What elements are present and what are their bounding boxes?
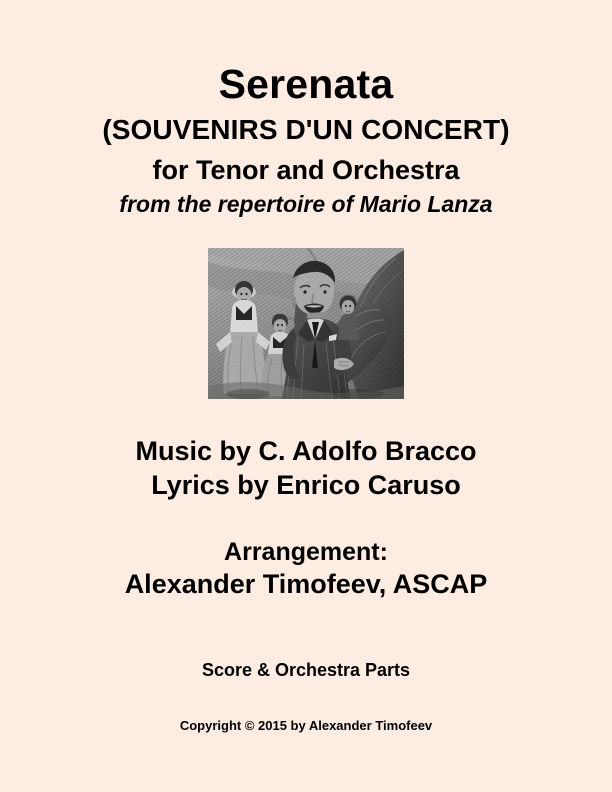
arrangement-block (0, 537, 612, 602)
credits-block (0, 435, 612, 501)
cover-photo-illustration (208, 248, 404, 399)
contents-line: Score & Orchestra Parts (201, 659, 411, 680)
repertoire-line: from the repertoire of Mario Lanza (119, 190, 493, 217)
title-block (0, 0, 612, 217)
instrumentation-line: for Tenor and Orchestra (152, 155, 460, 186)
arrangement-label: Arrangement: (224, 537, 388, 566)
arranger-name: Alexander Timofeev, ASCAP (124, 569, 488, 599)
cover-photo (208, 248, 404, 399)
page-title: Serenata (218, 61, 394, 107)
music-credit: Music by C. Adolfo Bracco (135, 436, 477, 467)
copyright-notice: Copyright © 2015 by Alexander Timofeev (179, 717, 433, 733)
subtitle-parenthetical: (SOUVENIRS D'UN CONCERT) (102, 114, 510, 145)
lyrics-credit: Lyrics by Enrico Caruso (151, 469, 461, 500)
